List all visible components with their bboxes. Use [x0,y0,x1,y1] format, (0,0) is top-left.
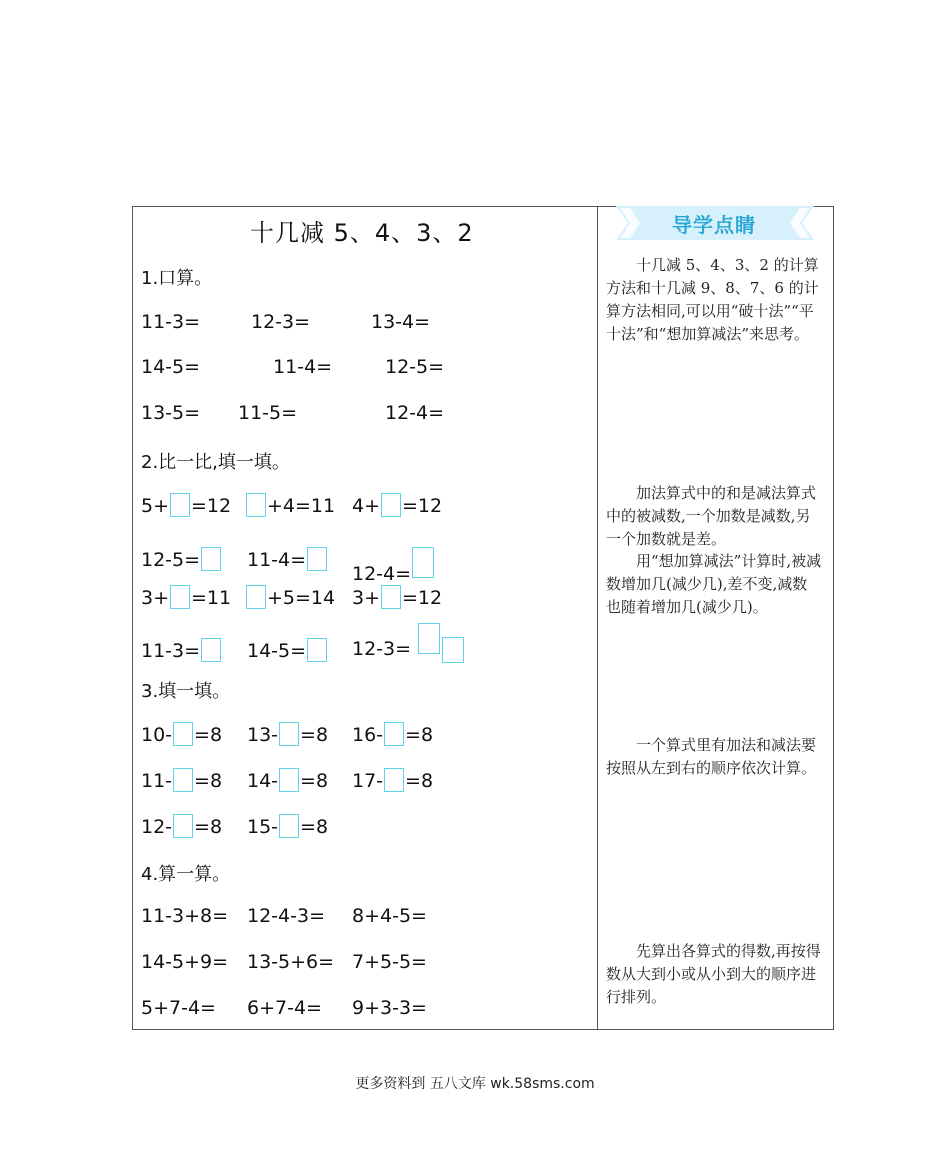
q2-equation: 14-5= [247,638,328,662]
q3-equation: 16- =8 [352,724,434,746]
answer-box[interactable] [173,768,193,792]
q2-equation: 11-4= [247,547,328,571]
tip-paragraph: 先算出各算式的得数,再按得数从大到小或从小到大的顺序进行排列。 [606,942,821,1006]
q2-equation: +5=14 [245,585,335,609]
answer-box[interactable] [201,547,221,571]
answer-box[interactable] [381,585,401,609]
q2-equation: +4=11 [245,493,335,517]
q4-item: 14-5+9= [141,951,229,973]
section-1-heading: 1.口算。 [141,268,213,289]
q2-equation: 5+ =12 [141,495,232,517]
section-4-heading: 4.算一算。 [141,864,231,885]
q3-equation: 14- =8 [247,770,329,792]
q2-equation: 12-4= [352,547,435,585]
footer-text: 更多资料到 五八文库 wk.58sms.com [355,1076,595,1092]
q2-equation: 12-5= [141,547,222,571]
answer-box[interactable] [173,814,193,838]
answer-box[interactable] [384,722,404,746]
answer-box[interactable] [418,623,440,654]
tip-paragraph: 十几减 5、4、3、2 的计算方法和十几减 9、8、7、6 的计算方法相同,可以用“破十法”“平十法”和“想加算减法”来思考。 [606,256,819,343]
q1-item: 12-4= [385,402,445,424]
answer-box[interactable] [381,493,401,517]
tip-paragraph: 用“想加算减法”计算时,被减数增加几(减少几),差不变,减数也随着增加几(减少几)。 [606,552,822,616]
q2-equation: 12-3= [352,638,412,660]
answer-box[interactable] [384,768,404,792]
answer-box[interactable] [246,585,266,609]
tip-paragraph: 一个算式里有加法和减法要按照从左到右的顺序依次计算。 [606,736,817,777]
section-3-heading: 3.填一填。 [141,681,231,702]
q3-equation: 15- =8 [247,816,329,838]
q4-item: 12-4-3= [247,905,325,927]
page-title: 十几减 5、4、3、2 [250,219,474,247]
sidebar-title: 导学点睛 [672,213,756,237]
section-2-heading: 2.比一比,填一填。 [141,452,290,473]
q3-equation: 11- =8 [141,770,223,792]
q1-item: 13-4= [371,311,431,333]
q4-item: 7+5-5= [352,951,427,973]
answer-box[interactable] [307,638,327,662]
q1-item: 12-5= [385,356,445,378]
answer-box[interactable] [201,638,221,662]
q3-equation: 17- =8 [352,770,434,792]
answer-box[interactable] [279,814,299,838]
q1-item: 11-5= [238,402,298,424]
answer-box[interactable] [279,768,299,792]
q1-item: 11-4= [273,356,333,378]
q3-equation: 10- =8 [141,724,223,746]
q4-item: 13-5+6= [247,951,335,973]
column-divider [597,206,598,1030]
q1-item: 12-3= [251,311,311,333]
answer-box[interactable] [170,585,190,609]
answer-box[interactable] [173,722,193,746]
q4-item: 11-3+8= [141,905,229,927]
answer-box[interactable] [246,493,266,517]
q4-item: 5+7-4= [141,997,216,1019]
q4-item: 8+4-5= [352,905,427,927]
answer-box[interactable] [170,493,190,517]
q1-item: 11-3= [141,311,201,333]
tip-paragraph: 加法算式中的和是减法算式中的被减数,一个加数是减数,另一个加数就是差。 [606,484,817,548]
q2-equation: 3+ =12 [352,587,443,609]
q4-item: 9+3-3= [352,997,427,1019]
q3-equation: 13- =8 [247,724,329,746]
q2-equation: 4+ =12 [352,495,443,517]
answer-box[interactable] [412,547,434,578]
q3-equation: 12- =8 [141,816,223,838]
q2-equation: 3+ =11 [141,587,232,609]
answer-box[interactable] [307,547,327,571]
q4-item: 6+7-4= [247,997,322,1019]
q1-item: 14-5= [141,356,201,378]
q1-item: 13-5= [141,402,201,424]
answer-box[interactable] [279,722,299,746]
answer-box[interactable] [442,637,464,663]
q2-equation: 11-3= [141,638,222,662]
